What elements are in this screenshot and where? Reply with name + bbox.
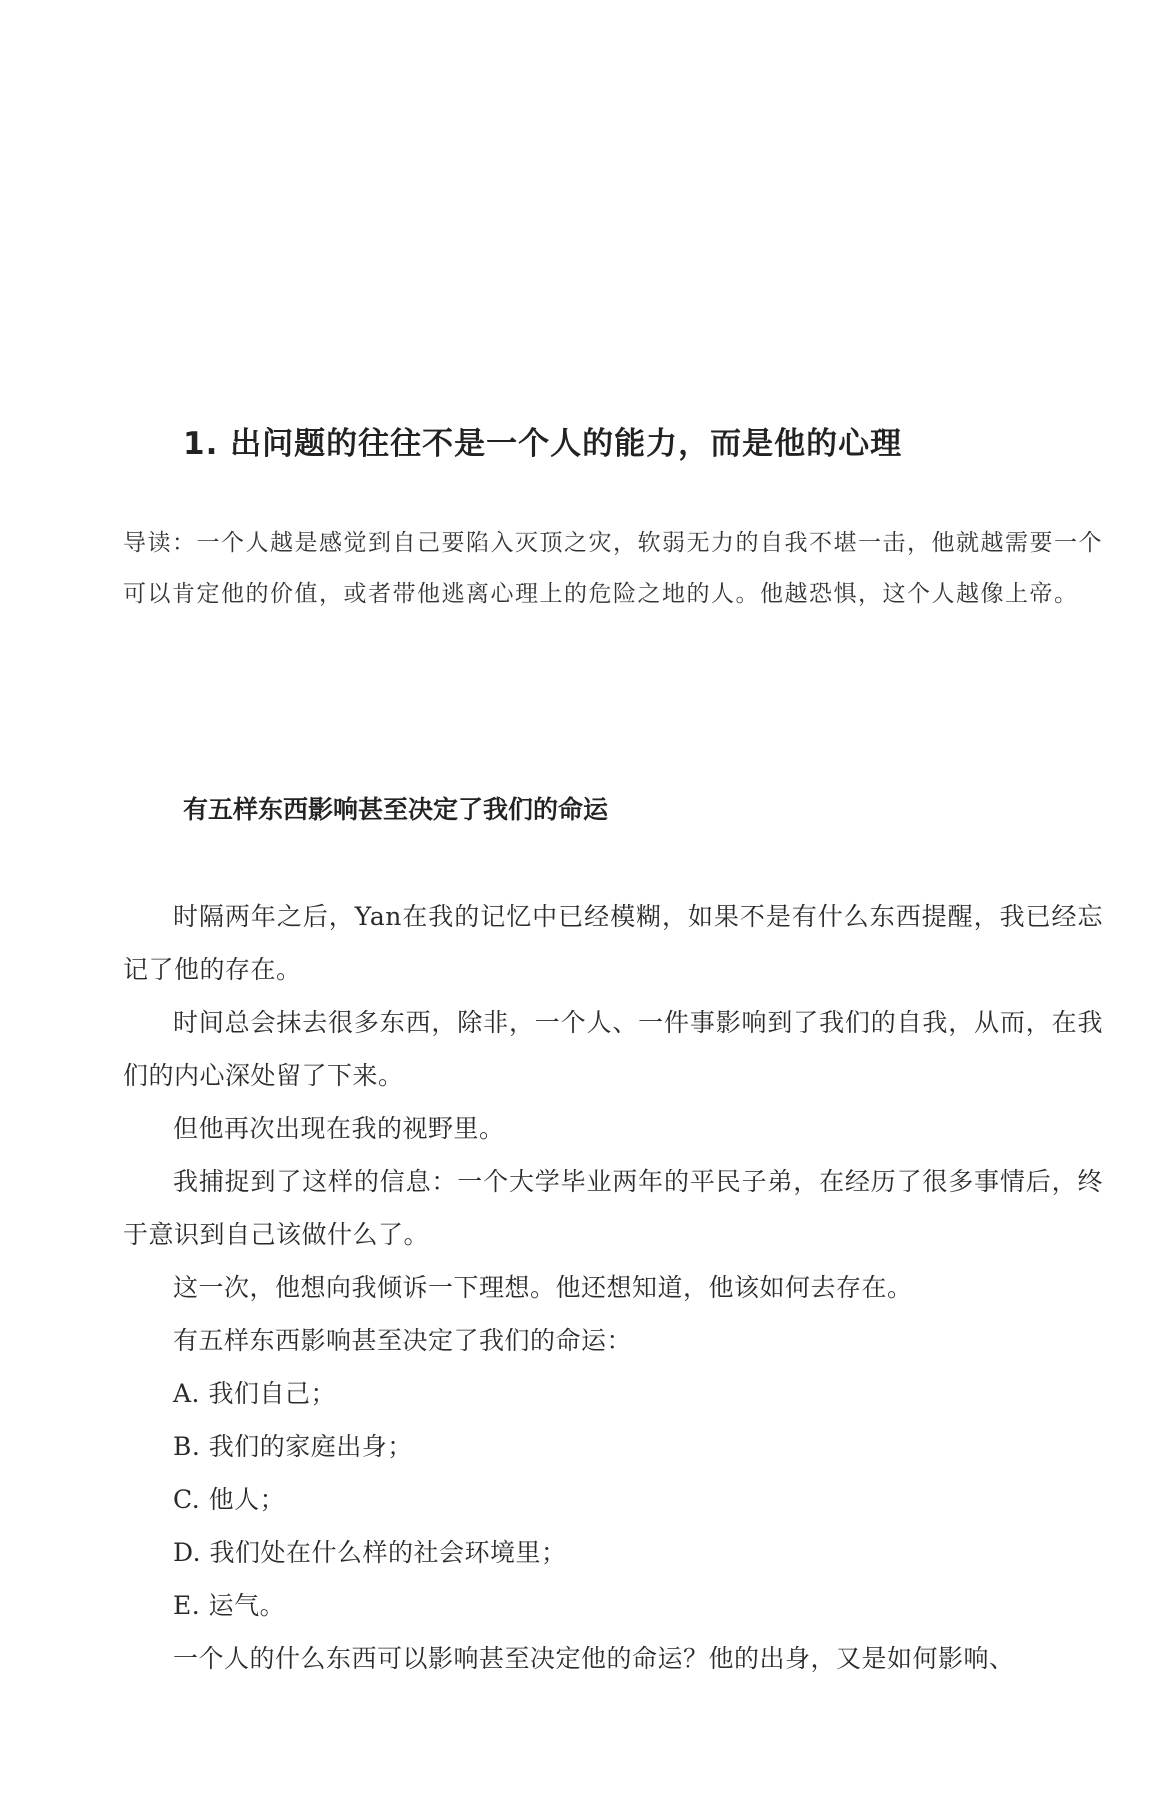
lead-paragraph	[123, 518, 1103, 620]
list-item-a: A. 我们自己；	[173, 1379, 336, 1408]
paragraph: 时间总会抹去很多东西，除非，一个人、一件事影响到了我们的自我，从而，在我们的内心深处留了下来。	[123, 1008, 1103, 1090]
paragraph: 但他再次出现在我的视野里。	[173, 1114, 505, 1143]
paragraph: 有五样东西影响甚至决定了我们的命运：	[173, 1326, 633, 1355]
lead-text: 导读：一个人越是感觉到自己要陷入灭顶之灾，软弱无力的自我不堪一击，他就越需要一个可以肯定他的价值，或者带他逃离心理上的危险之地的人。他越恐惧，这个人越像上帝。	[123, 530, 1103, 607]
list-item-b: B. 我们的家庭出身；	[173, 1432, 413, 1461]
section-title: 有五样东西影响甚至决定了我们的命运	[183, 795, 609, 824]
list-item-c: C. 他人；	[173, 1485, 286, 1514]
paragraph: 这一次，他想向我倾诉一下理想。他还想知道，他该如何去存在。	[173, 1273, 913, 1302]
list-item-d: D. 我们处在什么样的社会环境里；	[173, 1538, 567, 1567]
chapter-title: 1. 出问题的往往不是一个人的能力，而是他的心理	[183, 426, 903, 462]
paragraph: 时隔两年之后，Yan在我的记忆中已经模糊，如果不是有什么东西提醒，我已经忘记了他的存在。	[123, 902, 1103, 984]
list-item-e: E. 运气。	[173, 1591, 286, 1620]
paragraph: 一个人的什么东西可以影响甚至决定他的命运？他的出身，又是如何影响、	[173, 1644, 1015, 1673]
paragraph: 我捕捉到了这样的信息：一个大学毕业两年的平民子弟，在经历了很多事情后，终于意识到自己该做什么了。	[123, 1167, 1103, 1249]
body-text	[123, 890, 1103, 1685]
